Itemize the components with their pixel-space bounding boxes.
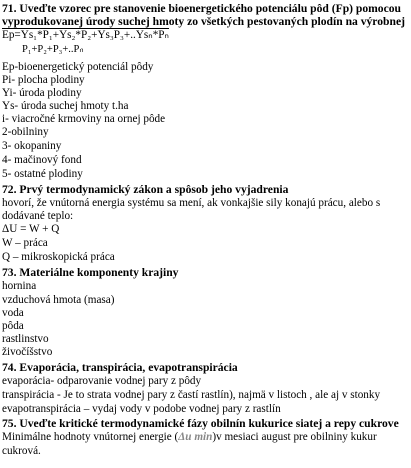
q71-line: 4- mačinový fond	[2, 154, 82, 166]
q72-line: hovorí, že vnútorná energia systému sa mení, ak vonkajšie sily konajú prácu, alebo s	[2, 197, 381, 209]
q75-text-after: )v mesiaci august pre obilniny kukur	[212, 431, 377, 443]
q71-formula-denominator: P₁+P₂+P₃+..Pₙ	[22, 44, 84, 55]
q75-line-2: cukrová.	[2, 445, 41, 457]
q72-line: W – práca	[2, 237, 48, 249]
q71-line: i- viacročné krmoviny na ornej pôde	[2, 113, 166, 125]
delta-u-min-label: Δu min	[178, 431, 213, 443]
q71-line: 3- okopaniny	[2, 140, 62, 152]
q72-line: ΔU = W + Q	[2, 223, 60, 235]
q72-line: dodávané teplo:	[2, 210, 74, 222]
q71-line: Ep-bioenergetický potenciál pôdy	[2, 61, 154, 73]
q74-line: transpirácia - Je to strata vodnej pary z častí rastlín), najmä v listoch , ale aj v stonky	[2, 389, 381, 401]
q75-text-before: Minimálne hodnoty vnútornej energie (	[2, 431, 179, 443]
q71-line: 5- ostatné plodiny	[2, 168, 83, 180]
q71-line: Yi- úroda plodiny	[2, 87, 82, 99]
q73-line: živočíšstvo	[2, 346, 53, 358]
q73-heading: 73. Materiálne komponenty krajiny	[2, 266, 179, 279]
q74-line: evaporácia- odparovanie vodnej pary z pôdy	[2, 375, 202, 387]
q71-line: 2-obilniny	[2, 126, 49, 138]
q75-line-1	[2, 431, 377, 444]
q71-heading-line-1: 71. Uveďte vzorec pre stanovenie bioenergetického potenciálu pôd (Fp) pomocou	[2, 2, 401, 15]
q72-line: Q – mikroskopická práca	[2, 251, 115, 263]
q73-line: rastlinstvo	[2, 333, 49, 345]
q73-line: vzduchová hmota (masa)	[2, 294, 115, 306]
q72-heading: 72. Prvý termodynamický zákon a spôsob jeho vyjadrenia	[2, 183, 289, 196]
q74-heading: 74. Evaporácia, transpirácia, evapotranspirácia	[2, 361, 238, 374]
q73-line: voda	[2, 307, 24, 319]
q73-line: hornina	[2, 280, 37, 292]
q71-line: Pi- plocha plodiny	[2, 74, 85, 86]
q73-line: pôda	[2, 320, 24, 332]
q71-heading-line-2: vyprodukovanej úrody suchej hmoty zo všetkých pestovaných plodín na výrobnej	[2, 15, 405, 28]
q71-line: Ys- úroda suchej hmoty t.ha	[2, 100, 129, 112]
q74-line: evapotranspirácia – vydaj vody v podobe vodnej pary z rastlín	[2, 403, 281, 415]
q71-formula-numerator: Ep=Ys₁*P₁+Ys₂*P₂+Ys₃P₃+..Ysₙ*Pₙ	[2, 29, 169, 41]
q75-heading: 75. Uveďte kritické termodynamické fázy obilnín kukurice siatej a repy cukrove	[2, 417, 399, 430]
